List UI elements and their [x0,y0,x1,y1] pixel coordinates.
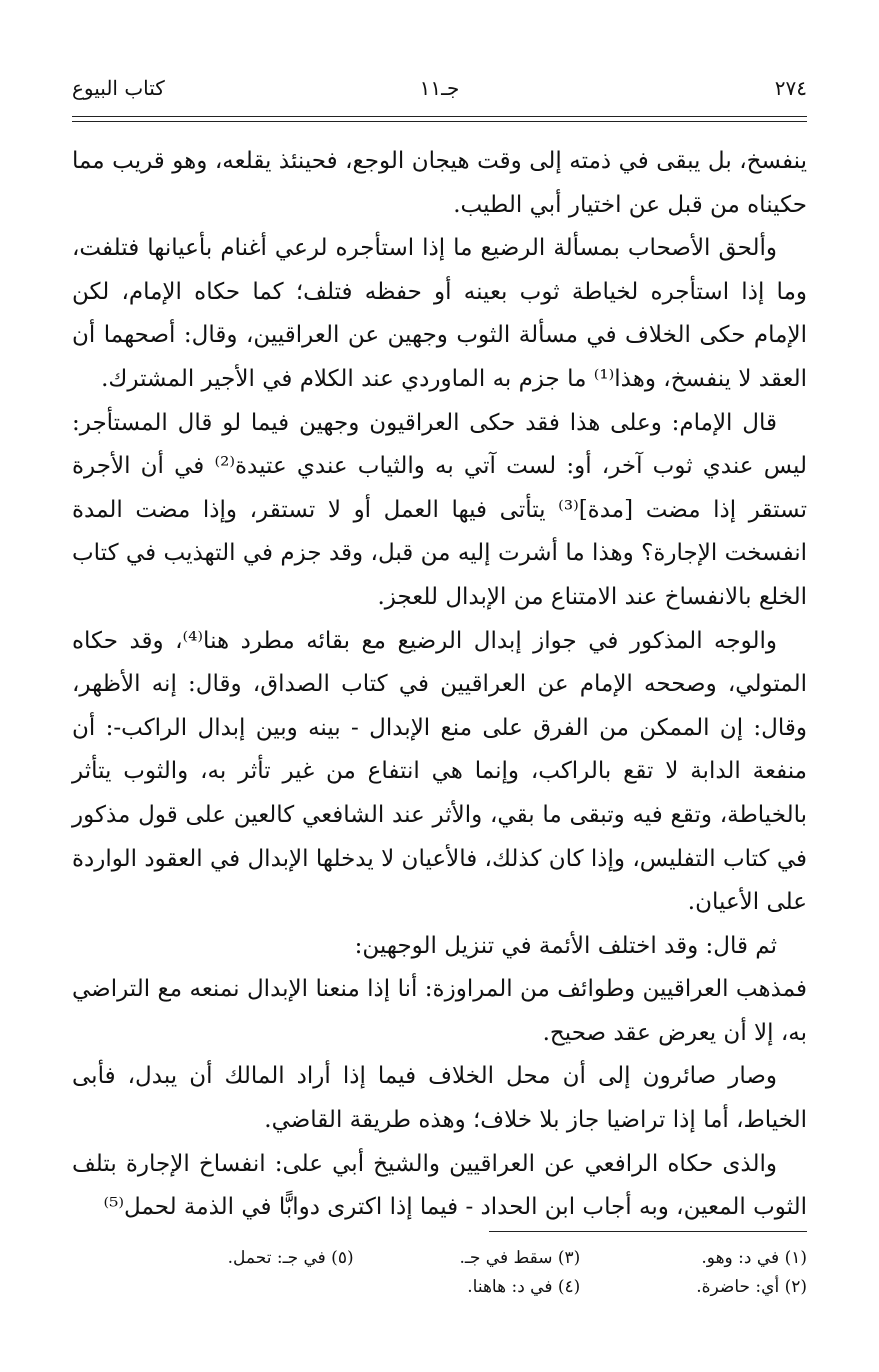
footnote: (٢) أي: حاضرة. [696,1277,807,1297]
paragraph: وألحق الأصحاب بمسألة الرضيع ما إذا استأجره لرعي أغنام بأعيانها فتلفت، وما إذا استأجره لخياطة ثوب بعينه أو حفظه فتلف؛ كما حكاه الإمام، لكن الإمام حكى الخلاف في مسألة الثوب وجهين عن العراقيين، وقال: أصحهما أن العقد لا ينفسخ، وهذا⁽¹⁾ ما جزم به الماوردي عند الكلام في الأجير المشترك. [72,235,807,392]
paragraph: قال الإمام: وعلى هذا فقد حكى العراقيون وجهين فيما لو قال المستأجر: ليس عندي ثوب آخر، أو: لست آتي به والثياب عندي عتيدة⁽²⁾ في أن الأجرة تستقر إذا مضت [مدة]⁽³⁾ يتأتى فيها العمل أو لا تستقر، وإذا مضت المدة انفسخت الإجارة؟ وهذا ما أشرت إليه من قبل، وقد جزم في التهذيب في كتاب الخلع بالانفساخ عند الامتناع من الإبدال للعجز. [72,409,807,610]
footnote: (٥) في جـ: تحمل. [227,1248,354,1268]
paragraph: فمذهب العراقيين وطوائف من المراوزة: أنا إذا منعنا الإبدال نمنعه مع التراضي به، إلا أن يعرض عقد صحيح. [72,976,807,1046]
footnote: (٤) في د: هاهنا. [467,1277,581,1297]
page-header [72,70,807,110]
page-number: ٢٧٤ [774,76,807,100]
footnotes [120,1244,807,1302]
paragraph: والذى حكاه الرافعي عن العراقيين والشيخ أبي على: انفساخ الإجارة بتلف الثوب المعين، وبه أجاب ابن الحداد - فيما إذا اكترى دوابًّا في الذمة لحمل⁽⁵⁾ [72,1150,807,1221]
paragraph: والوجه المذكور في جواز إبدال الرضيع مع بقائه مطرد هنا⁽⁴⁾، وقد حكاه المتولي، وصححه الإمام عن العراقيين في كتاب الصداق، وقال: إنه الأظهر، وقال: إن الممكن من الفرق على منع الإبدال - بينه وبين إبدال الراكب-: أن منفعة الدابة لا تقع بالراكب، وإنما هي انتفاع من غير تأثر به، والثوب يتأثر بالخياطة، وتقع فيه وتبقى ما بقي، والأثر عند الشافعي كالعين على قول مذكور في كتاب التفليس، وإذا كان كذلك، فالأعيان لا يدخلها الإبدال في العقود الواردة على الأعيان. [72,627,807,916]
book-title: كتاب البيوع [72,76,165,100]
footnote: (١) في د: وهو. [701,1248,807,1268]
footnote-row [120,1244,807,1273]
body-text [72,140,807,1230]
footnote-rule [489,1231,807,1232]
header-rule [72,116,807,117]
header-rule-thin [72,121,807,122]
volume-label: جـ١١ [419,76,460,100]
paragraph: وصار صائرون إلى أن محل الخلاف فيما إذا أراد المالك أن يبدل، فأبى الخياط، أما إذا تراضيا جاز بلا خلاف؛ وهذه طريقة القاضي. [72,1063,807,1134]
footnote-empty [120,1273,354,1302]
paragraph: ثم قال: وقد اختلف الأئمة في تنزيل الوجهين: [354,932,777,959]
paragraph: ينفسخ، بل يبقى في ذمته إلى وقت هيجان الوجع، فحينئذ يقلعه، وهو قريب مما حكيناه من قبل عن اختيار أبي الطيب. [72,148,807,218]
footnote: (٣) سقط في جـ. [459,1248,581,1268]
footnote-row [120,1273,807,1302]
